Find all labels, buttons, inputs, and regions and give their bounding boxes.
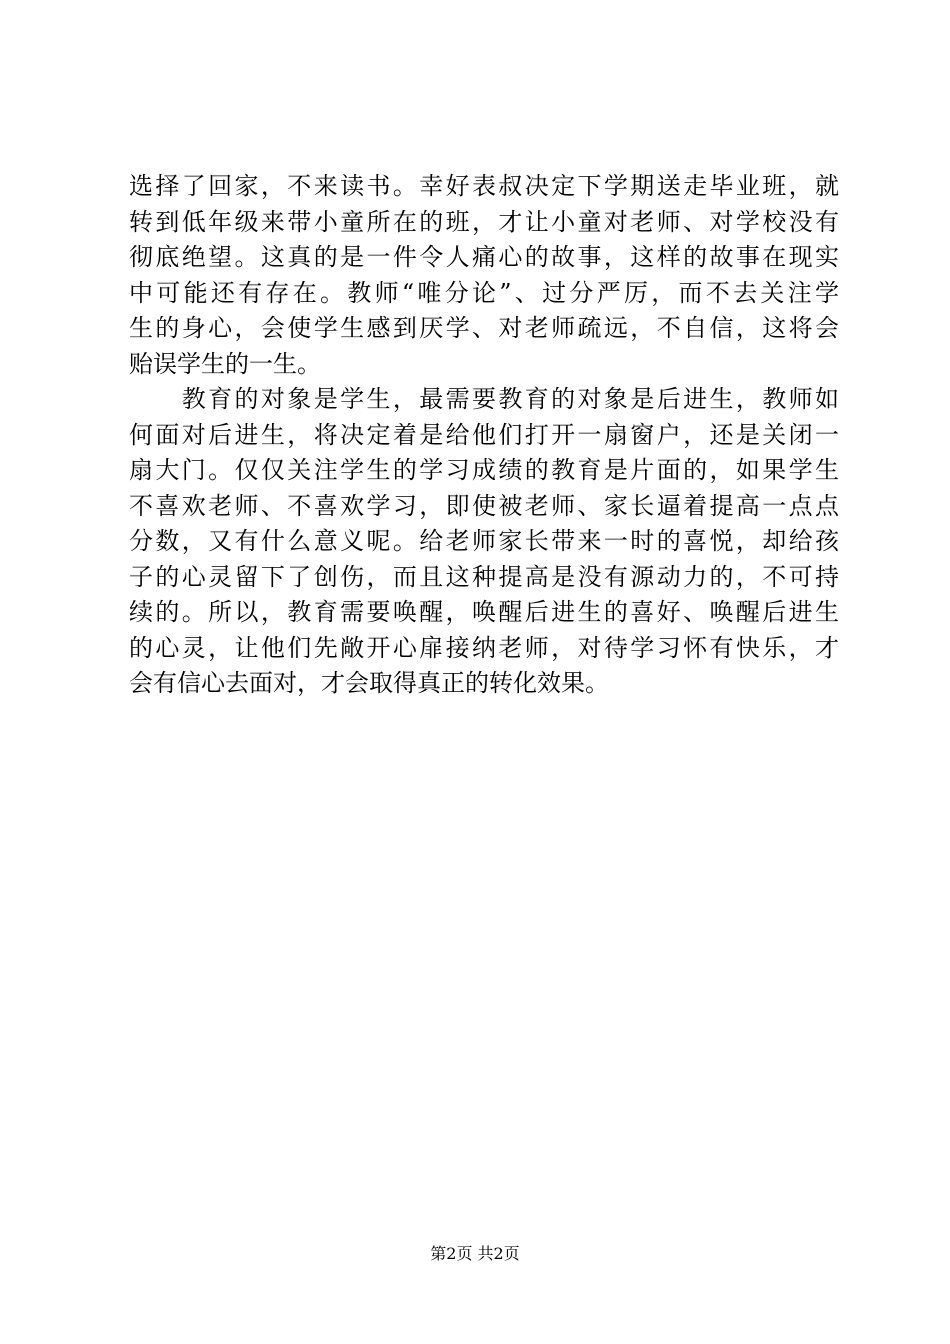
text-line: 何面对后进生，将决定着是给他们打开一扇窗户，还是关闭一 bbox=[129, 420, 839, 449]
text-line: 彻底绝望。这真的是一件令人痛心的故事，这样的故事在现实 bbox=[129, 243, 839, 271]
text-line: 扇大门。仅仅关注学生的学习成绩的教育是片面的，如果学生 bbox=[129, 456, 839, 484]
page-number-footer: 第2页 共2页 bbox=[430, 1244, 520, 1263]
body-text bbox=[129, 169, 839, 702]
text-line: 子的心灵留下了创伤，而且这种提高是没有源动力的，不可持 bbox=[129, 562, 839, 591]
text-line: 分数，又有什么意义呢。给老师家长带来一时的喜悦，却给孩 bbox=[129, 527, 839, 555]
text-line: 不喜欢老师、不喜欢学习，即使被老师、家长逼着提高一点点 bbox=[129, 491, 839, 520]
text-line: 生的身心，会使学生感到厌学、对老师疏远，不自信，这将会 bbox=[129, 314, 839, 342]
text-line: 的心灵，让他们先敞开心扉接纳老师，对待学习怀有快乐，才 bbox=[129, 633, 839, 662]
text-line: 选择了回家，不来读书。幸好表叔决定下学期送走毕业班，就 bbox=[129, 172, 839, 200]
text-line: 贻误学生的一生。 bbox=[129, 349, 321, 378]
text-line: 续的。所以，教育需要唤醒，唤醒后进生的喜好、唤醒后进生 bbox=[129, 598, 839, 626]
text-line: 转到低年级来带小童所在的班，才让小童对老师、对学校没有 bbox=[129, 207, 839, 236]
text-line: 会有信心去面对，才会取得真正的转化效果。 bbox=[129, 669, 609, 697]
text-line: 教育的对象是学生，最需要教育的对象是后进生，教师如 bbox=[129, 385, 839, 413]
text-line: 中可能还有存在。教师“唯分论”、过分严厉，而不去关注学 bbox=[129, 278, 839, 307]
